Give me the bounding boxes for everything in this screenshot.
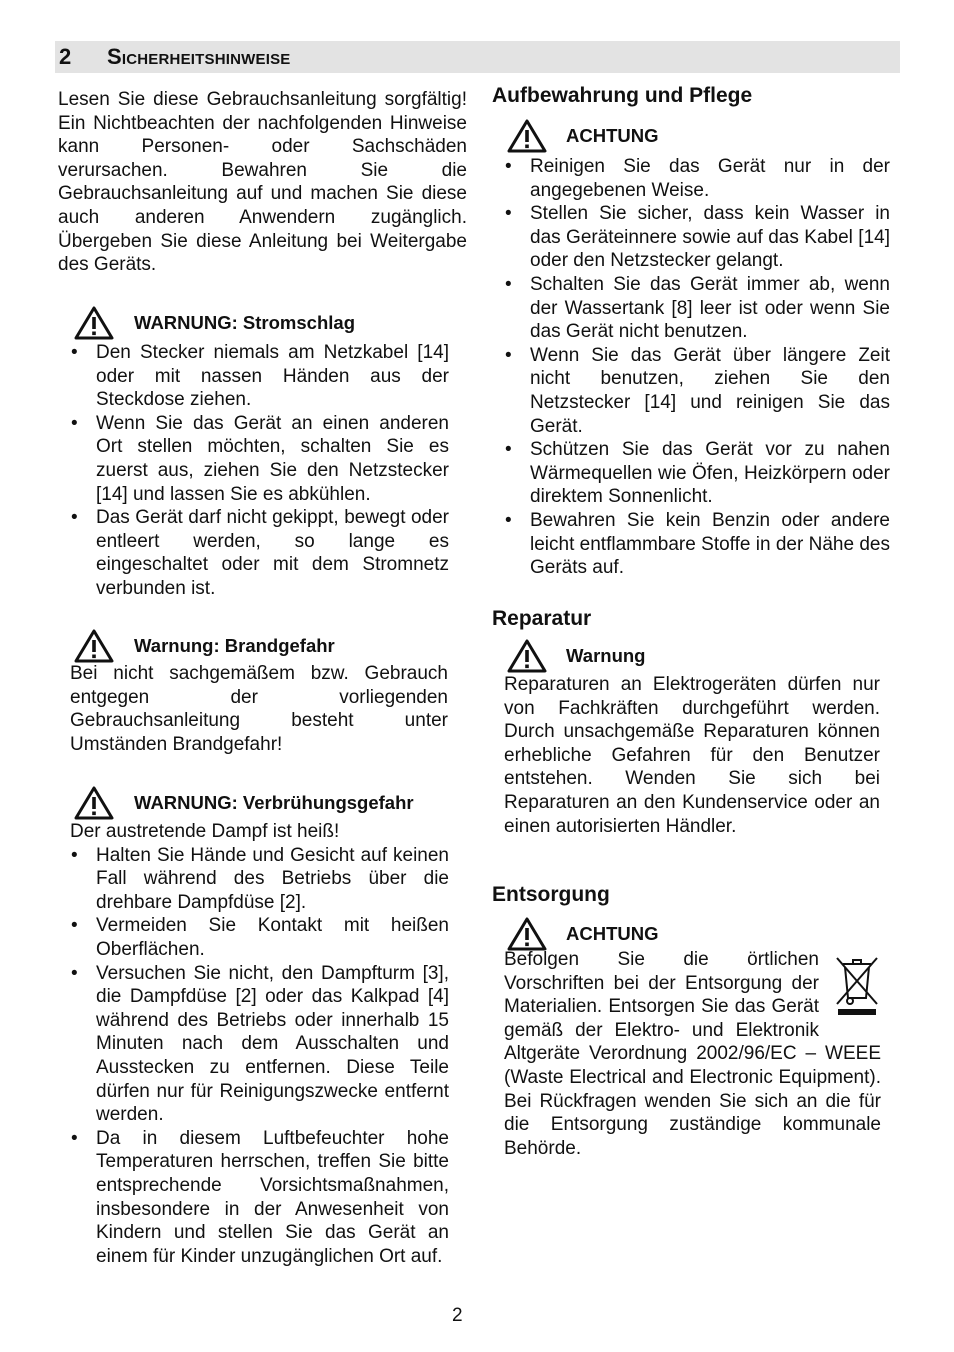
- list-item: • Stellen Sie sicher, dass kein Wasser in das Geräteinnere sowie auf das Kabel [14] oder den Netzstecker gelangt.: [504, 202, 890, 273]
- list-item: • Wenn Sie das Gerät an einen anderen Ort stellen möchten, schalten Sie es zuerst aus, ziehen Sie den Netzstecker [14] und lassen Sie es abkühlen.: [70, 412, 449, 506]
- reparatur-warning-header: [507, 639, 887, 677]
- list-item: • Schalten Sie das Gerät immer ab, wenn der Wassertank [8] leer ist oder wenn Sie das Gerät nicht benutzen.: [504, 273, 890, 344]
- warning-triangle-icon: [507, 119, 547, 153]
- entsorgung-text: Befolgen Sie die örtlichen Vorschriften bei der Entsorgung der Materialien. Entsorgen Sie das Gerät gemäß der Elektro- und Elektronik Altgeräte Verordnung 2002/96/EC – WEEE (Waste Electrical and Electronic Equipment). Bei Rückfragen wenden Sie sich an die für die Entsorgung zuständige kommunale Behörde.: [504, 949, 881, 1159]
- list-item: • Vermeiden Sie Kontakt mit heißen Oberflächen.: [70, 914, 449, 961]
- list-item: • Das Gerät darf nicht gekippt, bewegt oder entleert werden, so lange es eingeschaltet oder mit dem Stromnetz verbunden ist.: [70, 506, 449, 600]
- warning-triangle-icon: [507, 639, 547, 673]
- warning-triangle-icon: [74, 306, 114, 340]
- entsorgung-warning-label: ACHTUNG: [566, 923, 659, 944]
- list-item: • Da in diesem Luftbefeuchter hohe Temperaturen herrschen, treffen Sie bitte entsprechende Vorsichtsmaßnahmen, insbesondere in der Anwesenheit von Kindern und stellen Sie das Gerät an einem für Kinder unzugänglichen Ort auf.: [70, 1127, 449, 1269]
- warning-verbruehung-title: WARNUNG: Verbrühungsgefahr: [134, 792, 414, 813]
- reparatur-text: Reparaturen an Elektrogeräten dürfen nur von Fachkräften durchgeführt werden. Durch unsachgemäße Reparaturen können erhebliche Gefahren für den Benutzer entstehen. Wenden Sie sich bei Reparaturen an den Kundenservice oder an einen autorisierten Händler.: [504, 674, 880, 837]
- list-item: • Versuchen Sie nicht, den Dampfturm [3], die Dampfdüse [2] oder das Kalkpad [4] während des Betriebs oder innerhalb 15 Minuten nach dem Ausschalten und Ausstecken zu entfernen. Diese Teile dürfen nur für Reinigungszwecke entfernt werden.: [70, 962, 449, 1127]
- list-item: • Wenn Sie das Gerät über längere Zeit nicht benutzen, ziehen Sie den Netzstecker [14] und reinigen Sie das Gerät.: [504, 344, 890, 438]
- crossed-out-wheelie-bin-icon: [833, 954, 881, 1016]
- intro-paragraph: Lesen Sie diese Gebrauchsanleitung sorgfältig! Ein Nichtbeachten der nachfolgenden Hinweise kann Personen- oder Sachschäden verursachen. Bewahren Sie die Gebrauchsanleitung auf und machen Sie diese auch anderen Anwendern zugänglich. Übergeben Sie diese Anleitung bei Weitergabe des Geräts.: [58, 89, 467, 276]
- section-number: 2: [59, 44, 72, 69]
- pflege-list: [504, 155, 890, 580]
- entsorgung-heading: Entsorgung: [492, 883, 610, 906]
- warning-stromschlag-list: [70, 341, 449, 601]
- warning-stromschlag-title: WARNUNG: Stromschlag: [134, 312, 355, 333]
- warning-triangle-icon: [74, 786, 114, 820]
- list-item: • Bewahren Sie kein Benzin oder andere leicht entflammbare Stoffe in der Nähe des Geräts auf.: [504, 509, 890, 580]
- reparatur-warning-label: Warnung: [566, 645, 646, 666]
- pflege-heading: Aufbewahrung und Pflege: [492, 84, 753, 107]
- warning-verbruehung-text: Der austretende Dampf ist heiß!: [70, 821, 340, 842]
- warning-verbruehung-header: [74, 786, 454, 824]
- warning-stromschlag-header: [74, 306, 454, 344]
- section-header: [55, 41, 900, 73]
- reparatur-heading: Reparatur: [492, 607, 592, 630]
- list-item: • Reinigen Sie das Gerät nur in der angegebenen Weise.: [504, 155, 890, 202]
- warning-brandgefahr-title: Warnung: Brandgefahr: [134, 635, 335, 656]
- list-item: • Halten Sie Hände und Gesicht auf keinen Fall während des Betriebs über die drehbare Dampfdüse [2].: [70, 844, 449, 915]
- warning-triangle-icon: [507, 917, 547, 951]
- section-title: Sicherheitshinweise: [107, 44, 291, 69]
- pflege-warning-header: [507, 119, 887, 157]
- warning-brandgefahr-text: Bei nicht sachgemäßem bzw. Gebrauch entgegen der vorliegenden Gebrauchsanleitung besteht unter Umständen Brandgefahr!: [70, 663, 448, 755]
- pflege-warning-label: ACHTUNG: [566, 125, 659, 146]
- warning-verbruehung-content: [70, 820, 449, 1268]
- list-item: • Den Stecker niemals am Netzkabel [14] oder mit nassen Händen aus der Steckdose ziehen.: [70, 341, 449, 412]
- warning-triangle-icon: [74, 629, 114, 663]
- page-number: 2: [452, 1305, 463, 1326]
- list-item: • Schützen Sie das Gerät vor zu nahen Wärmequellen wie Öfen, Heizkörpern oder direktem Sonnenlicht.: [504, 438, 890, 509]
